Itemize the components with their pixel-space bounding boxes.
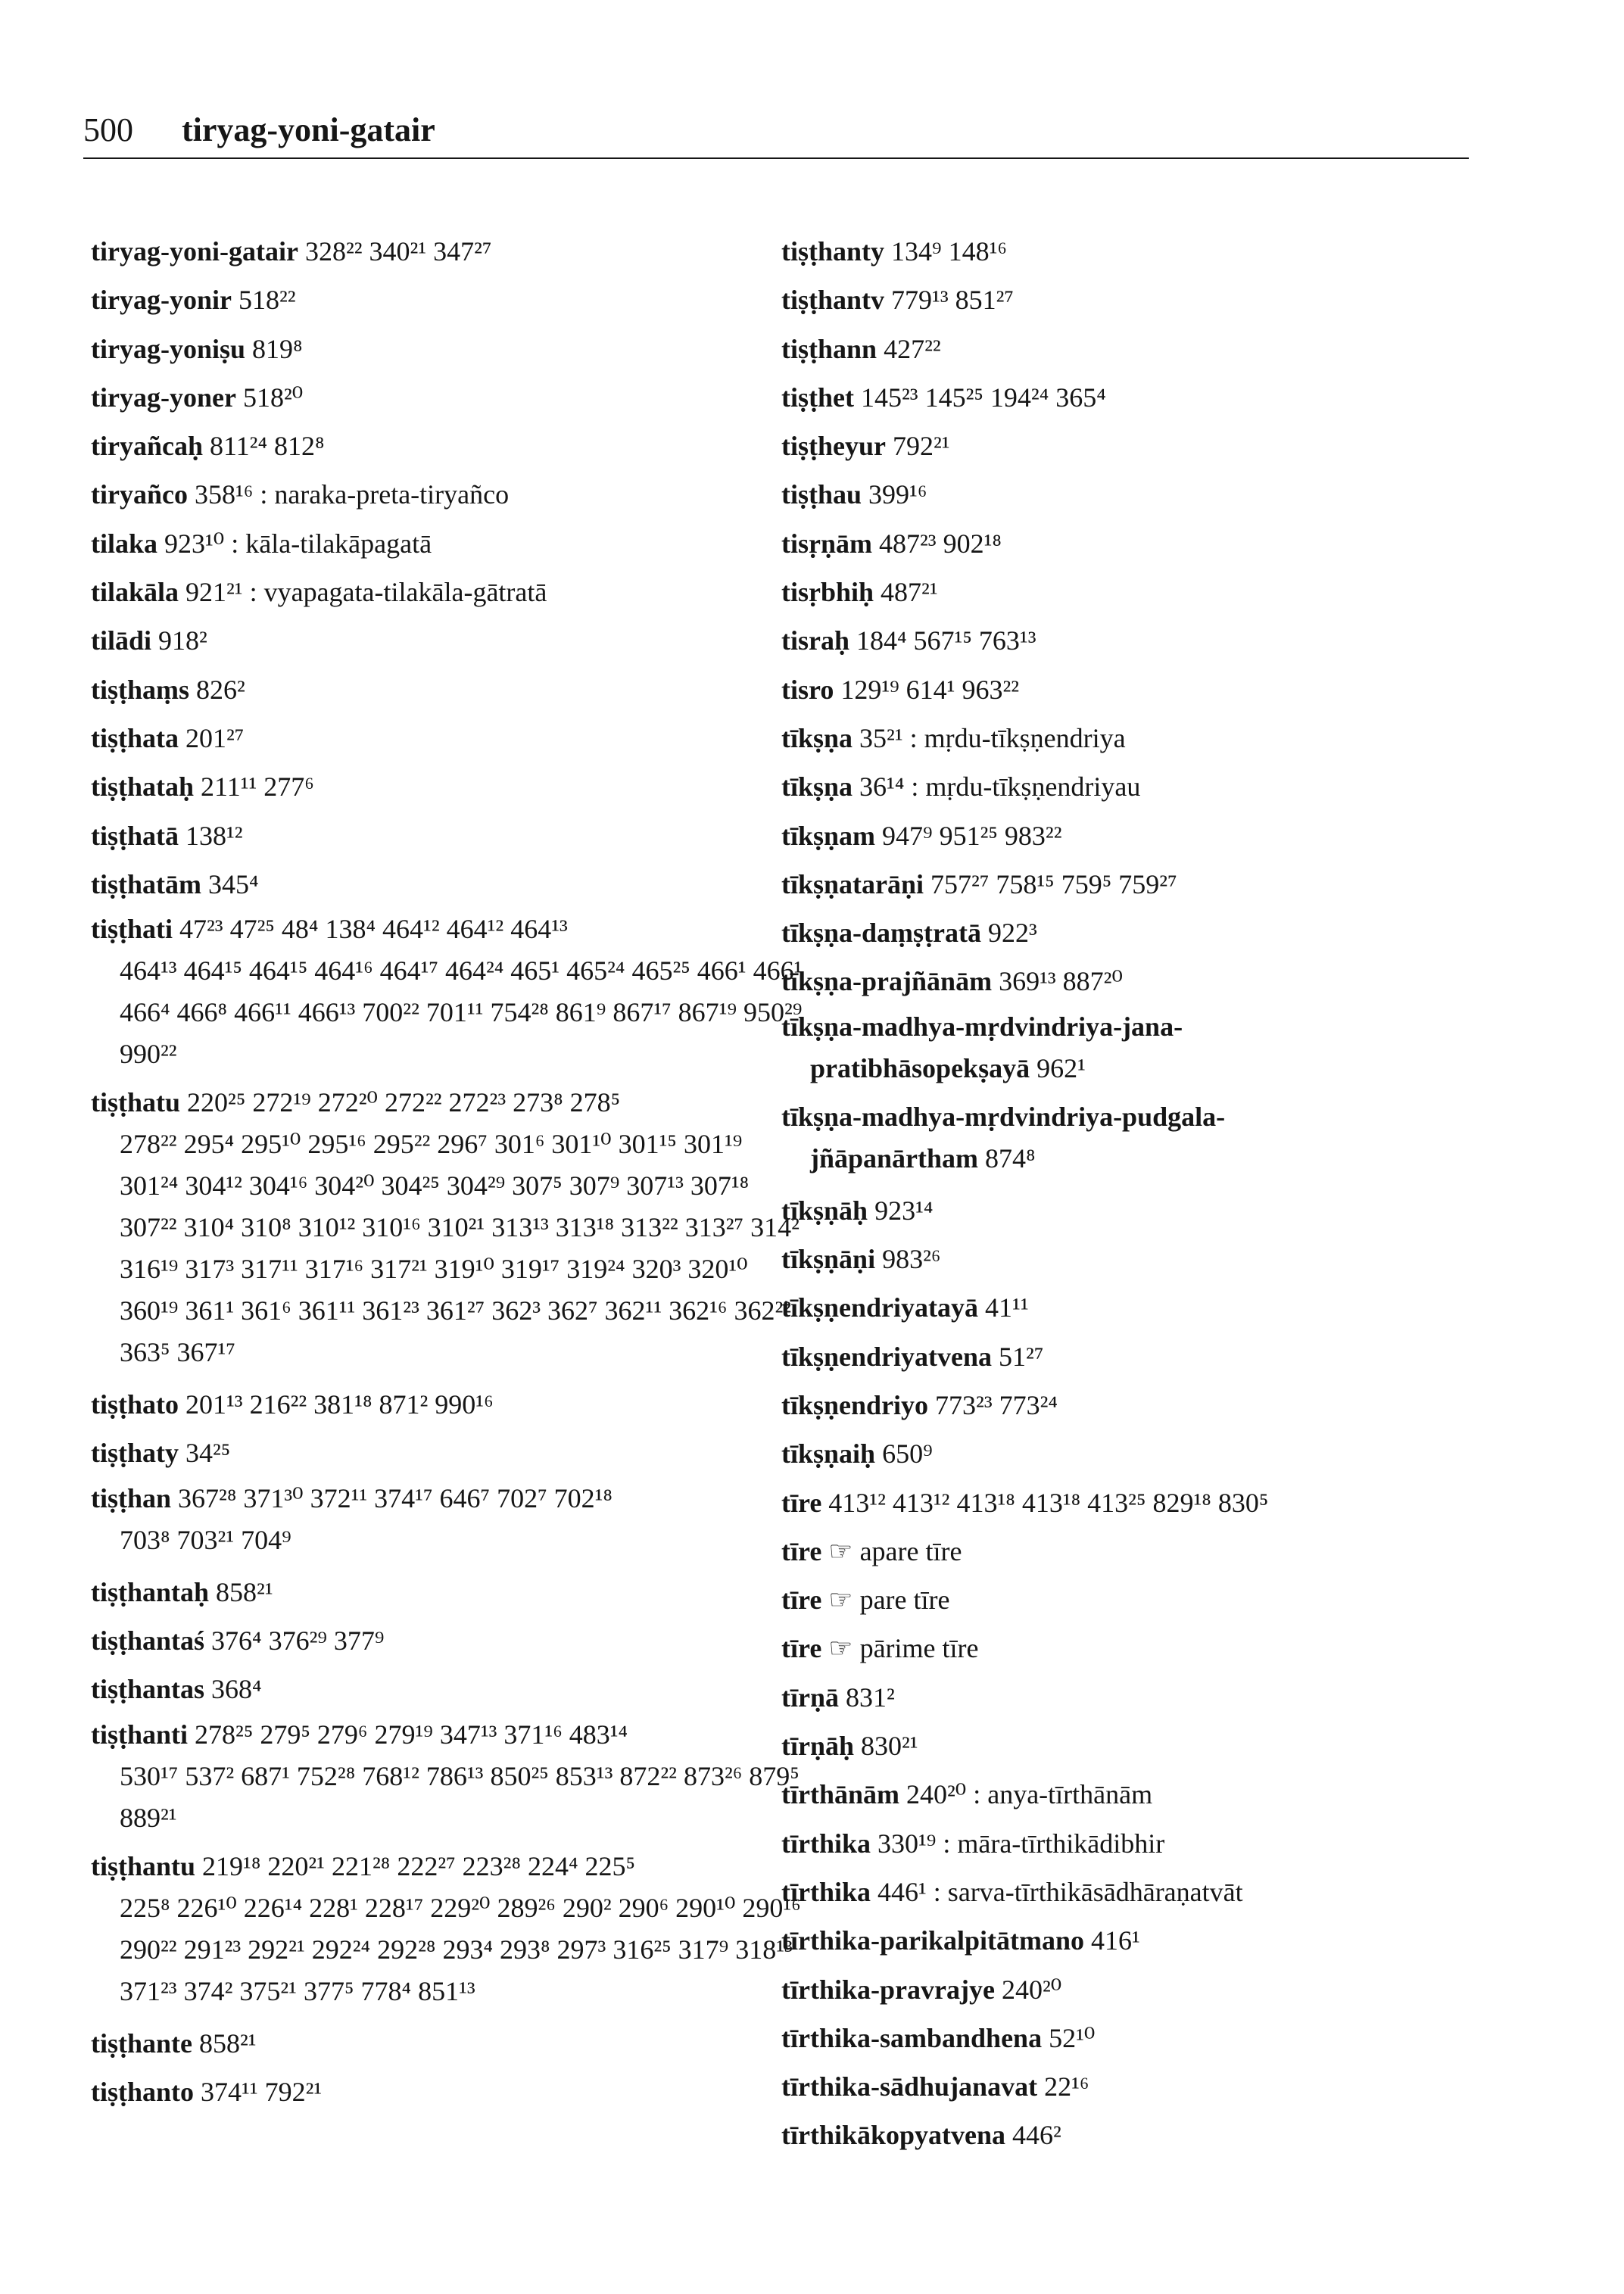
entry-headword: tīrthika-sādhujanavat [781, 2071, 1038, 2102]
entry-continuation-references: 464¹³ 464¹⁵ 464¹⁵ 464¹⁶ 464¹⁷ 464²⁴ 465¹ 465²⁴ 465²⁵ 466¹ 466¹ 466⁴ 466⁸ 466¹¹ 466¹³ 700²² 701¹¹ 754²⁸ 861⁹ 867¹⁷ 867¹⁹ 950²⁹ 990²² [120, 955, 803, 1070]
entry-headword: tīkṣṇa-prajñānām [781, 966, 993, 997]
entry-references: 376⁴ 376²⁹ 377⁹ [211, 1625, 385, 1657]
entry-headword: tīkṣṇāṇi [781, 1244, 876, 1275]
index-entry [91, 1846, 803, 2019]
entry-headword: tiryag-yonir [91, 285, 232, 316]
entry-references: 134⁹ 148¹⁶ [891, 236, 1007, 266]
entry-headword: tiṣṭhatām [91, 868, 201, 899]
index-entry [91, 568, 803, 616]
index-entry [781, 616, 1463, 665]
entry-headword: tīre [781, 1585, 822, 1616]
page-header [83, 103, 1469, 159]
entry-headword: tīkṣṇa [781, 722, 853, 753]
entry-references: 413¹² 413¹² 413¹⁸ 413¹⁸ 413²⁵ 829¹⁸ 830⁵ [828, 1487, 1269, 1518]
entry-headword: tīrthika-parikalpitātmano [781, 1925, 1085, 1956]
index-entry [781, 1965, 1463, 2014]
entry-headword: tīkṣṇendriyatayā [781, 1292, 979, 1323]
index-entry [91, 2068, 803, 2116]
index-entry [781, 1429, 1463, 1478]
entry-headword: tiṣṭhanty [781, 236, 885, 266]
entry-headword: tīkṣṇaiḥ [781, 1438, 876, 1470]
entry-references: 368⁴ [211, 1674, 262, 1705]
entry-headword: tiṣṭhatā [91, 820, 179, 851]
entry-references: 35²¹ : mṛdu-tīkṣṇendriya [859, 722, 1126, 753]
entry-continuation [781, 1048, 1463, 1089]
index-entry [91, 519, 803, 568]
index-column-right [781, 227, 1463, 2160]
entry-references: 811²⁴ 812⁸ [210, 431, 325, 462]
entry-headword: tīrthikākopyatvena [781, 2120, 1006, 2151]
entry-headword: tiṣṭhati [91, 914, 173, 945]
entry-headword: tiṣṭhantv [781, 285, 885, 316]
index-entry [91, 762, 803, 811]
index-entry [781, 1235, 1463, 1283]
entry-continuation-references: 703⁸ 703²¹ 704⁹ [120, 1524, 291, 1555]
entry-references: 773²³ 773²⁴ [935, 1389, 1058, 1420]
index-entry [781, 227, 1463, 276]
entry-headword: tīkṣṇa-madhya-mṛdvindriya-pudgala- [781, 1101, 1226, 1132]
entry-references: 369¹³ 887²⁰ [999, 966, 1123, 997]
entry-headword: tiṣṭhato [91, 1389, 179, 1420]
entry-headword: tīkṣṇam [781, 820, 876, 851]
entry-headword: tiryañco [91, 479, 188, 510]
entry-headword: tīre [781, 1535, 822, 1566]
entry-headword: tīrṇā [781, 1682, 839, 1713]
index-entry [781, 1624, 1463, 1672]
entry-references: 278²⁵ 279⁵ 279⁶ 279¹⁹ 347¹³ 371¹⁶ 483¹⁴ [195, 1719, 628, 1750]
entry-headword: tiṣṭhante [91, 2028, 192, 2059]
entry-headword: tiryag-yoni-gatair [91, 236, 298, 266]
index-entry [781, 1819, 1463, 1868]
index-entry [781, 1479, 1463, 1527]
index-entry [781, 470, 1463, 519]
entry-references: 918² [158, 625, 207, 656]
index-entry [781, 373, 1463, 422]
entry-references: 211¹¹ 277⁶ [201, 771, 314, 803]
index-entry [91, 812, 803, 860]
entry-continuation-references: 874⁸ [985, 1142, 1036, 1173]
index-entry [91, 1568, 803, 1616]
index-entry [91, 422, 803, 470]
entry-headword: tiṣṭhan [91, 1482, 172, 1513]
entry-headword: tiṣṭhet [781, 382, 854, 413]
entry-headword: tisṛbhiḥ [781, 577, 874, 608]
entry-references: 921²¹ : vyapagata-tilakāla-gātratā [185, 577, 547, 608]
entry-headword-continuation: pratibhāsopekṣayā [810, 1052, 1030, 1083]
entry-continuation-references: 225⁸ 226¹⁰ 226¹⁴ 228¹ 228¹⁷ 229²⁰ 289²⁶ 290² 290⁶ 290¹⁰ 290¹⁶ 290²² 291²³ 292²¹ 292²⁴ 292²⁸ 293⁴ 293⁸ 297³ 316²⁵ 317⁹ 318¹³ 371²³ 374² 375²¹ 377⁵ 778⁴ 851¹³ [120, 1892, 801, 2006]
entry-continuation [781, 1138, 1463, 1180]
entry-continuation-references: 530¹⁷ 537² 687¹ 752²⁸ 768¹² 786¹³ 850²⁵ 853¹³ 872²² 873²⁶ 879⁵ 889²¹ [120, 1760, 800, 1833]
entry-references: 34²⁵ [185, 1438, 231, 1469]
entry-references: 345⁴ [208, 868, 259, 899]
entry-references: 201¹³ 216²² 381¹⁸ 871² 990¹⁶ [185, 1389, 494, 1420]
index-entry [781, 2111, 1463, 2159]
entry-headword: tiṣṭhanti [91, 1719, 189, 1750]
entry-references: 201²⁷ [185, 722, 245, 753]
entry-continuation [91, 950, 803, 1075]
entry-headword: tilakāla [91, 577, 179, 608]
index-entry [781, 1186, 1463, 1235]
entry-references: 830²¹ [861, 1731, 918, 1762]
entry-references: 446¹ : sarva-tīrthikāsādhāraṇatvāt [877, 1876, 1243, 1907]
entry-references: 427²² [884, 333, 941, 364]
index-entry [781, 909, 1463, 957]
index-entry [91, 2019, 803, 2068]
index-entry [781, 276, 1463, 324]
index-entry [781, 519, 1463, 568]
entry-headword: tiṣṭhaṃs [91, 674, 190, 705]
entry-headword: tīkṣṇendriyatvena [781, 1341, 993, 1372]
entry-references: 858²¹ [199, 2028, 257, 2059]
entry-references: 138¹² [185, 820, 243, 851]
entry-headword: tīkṣṇa [781, 771, 853, 803]
index-entry [781, 1722, 1463, 1770]
entry-references: 399¹⁶ [868, 479, 927, 510]
index-entry [91, 909, 803, 1082]
index-entry [781, 1673, 1463, 1722]
entry-headword: tīrthānām [781, 1779, 899, 1810]
entry-references: 650⁹ [882, 1438, 933, 1470]
entry-headword-continuation: jñāpanārtham [810, 1142, 979, 1173]
entry-headword: tiryañcaḥ [91, 431, 203, 462]
index-entry [781, 1916, 1463, 1965]
entry-references: 923¹⁴ [874, 1195, 934, 1226]
entry-references: 220²⁵ 272¹⁹ 272²⁰ 272²² 272²³ 273⁸ 278⁵ [187, 1087, 621, 1118]
entry-references: 52¹⁰ [1049, 2022, 1096, 2053]
entry-headword: tiṣṭhata [91, 722, 179, 753]
entry-references: 983²⁶ [882, 1244, 941, 1275]
index-entry [91, 1429, 803, 1477]
entry-references: 47²³ 47²⁵ 48⁴ 138⁴ 464¹² 464¹² 464¹³ [179, 914, 568, 945]
entry-references: ☞ apare tīre [828, 1535, 962, 1566]
entry-headword: tiryag-yoner [91, 382, 236, 413]
index-entry [91, 1380, 803, 1429]
entry-references: 374¹¹ 792²¹ [201, 2076, 323, 2107]
index-entry [781, 860, 1463, 909]
entry-continuation [91, 1124, 803, 1373]
entry-headword: tilādi [91, 625, 152, 656]
entry-headword: tiryag-yoniṣu [91, 333, 246, 364]
entry-references: 328²² 340²¹ 347²⁷ [304, 236, 492, 266]
index-entry [91, 1478, 803, 1568]
entry-headword: tisro [781, 674, 834, 705]
entry-headword: tīkṣṇa-madhya-mṛdvindriya-jana- [781, 1011, 1183, 1042]
entry-headword: tīrthika [781, 1828, 871, 1859]
entry-headword: tīrthika [781, 1876, 871, 1907]
entry-references: 219¹⁸ 220²¹ 221²⁸ 222²⁷ 223²⁸ 224⁴ 225⁵ [202, 1850, 636, 1881]
index-entry [91, 227, 803, 276]
index-entry [91, 276, 803, 324]
entry-headword: tiṣṭhantaḥ [91, 1576, 210, 1607]
entry-references: 240²⁰ [1001, 1974, 1062, 2005]
page-number: 500 [83, 111, 133, 148]
entry-references: 819⁸ [252, 333, 303, 364]
entry-references: 330¹⁹ : māra-tīrthikādibhir [877, 1828, 1165, 1859]
index-entry [781, 422, 1463, 470]
index-entry [91, 470, 803, 519]
entry-continuation-references: 962¹ [1036, 1052, 1086, 1083]
index-entry [91, 1082, 803, 1380]
entry-headword: tiṣṭhantaś [91, 1625, 205, 1657]
entry-references: 858²¹ [216, 1576, 273, 1607]
entry-references: 487²¹ [881, 577, 938, 608]
entry-headword: tīrṇāḥ [781, 1731, 855, 1762]
entry-references: 358¹⁶ : naraka-preta-tiryañco [194, 479, 510, 510]
entry-references: 792²¹ [893, 431, 950, 462]
index-entry [781, 1576, 1463, 1624]
entry-references: 446² [1012, 2120, 1061, 2151]
running-title: tiryag-yoni-gatair [182, 111, 435, 148]
entry-headword: tiṣṭhatu [91, 1087, 181, 1118]
entry-headword: tiṣṭheyur [781, 431, 886, 462]
entry-references: 922³ [988, 918, 1037, 949]
entry-continuation [91, 1519, 803, 1561]
index-entry [91, 373, 803, 422]
entry-headword: tīre [781, 1487, 822, 1518]
index-entry [91, 325, 803, 373]
entry-headword: tiṣṭhataḥ [91, 771, 195, 803]
index-entry [781, 2014, 1463, 2062]
entry-headword: tīkṣṇāḥ [781, 1195, 868, 1226]
entry-references: 416¹ [1091, 1925, 1140, 1956]
entry-headword: tīrthika-pravrajye [781, 1974, 995, 2005]
entry-headword: tīre [781, 1633, 822, 1664]
entry-headword: tiṣṭhanto [91, 2076, 195, 2107]
entry-continuation [91, 1756, 803, 1839]
index-entry [781, 1006, 1463, 1096]
entry-headword: tiṣṭhantas [91, 1674, 205, 1705]
entry-references: 240²⁰ : anya-tīrthānām [906, 1779, 1153, 1810]
index-entry [781, 1527, 1463, 1576]
entry-headword: tiṣṭhann [781, 333, 877, 364]
entry-references: 487²³ 902¹⁸ [879, 528, 1002, 559]
entry-references: 22¹⁶ [1044, 2071, 1089, 2102]
index-entry [91, 1665, 803, 1713]
entry-references: 826² [196, 674, 245, 705]
entry-headword: tīkṣṇa-daṃṣṭratā [781, 918, 982, 949]
index-entry [781, 665, 1463, 714]
entry-headword: tilaka [91, 528, 158, 559]
index-entry [91, 860, 803, 909]
index-entry [781, 762, 1463, 811]
index-column-left [91, 227, 803, 2116]
index-entry [781, 568, 1463, 616]
entry-headword: tīkṣṇatarāṇi [781, 868, 924, 899]
entry-references: 367²⁸ 371³⁰ 372¹¹ 374¹⁷ 646⁷ 702⁷ 702¹⁸ [178, 1482, 613, 1513]
index-entry [781, 1332, 1463, 1381]
entry-references: 145²³ 145²⁵ 194²⁴ 365⁴ [860, 382, 1106, 413]
entry-references: 184⁴ 567¹⁵ 763¹³ [856, 625, 1036, 656]
entry-references: 831² [846, 1682, 895, 1713]
entry-headword: tīrthika-sambandhena [781, 2022, 1043, 2053]
entry-headword: tisraḥ [781, 625, 849, 656]
index-entry [781, 714, 1463, 762]
index-entry [781, 1283, 1463, 1332]
entry-continuation [91, 1887, 803, 2012]
index-entry [91, 714, 803, 762]
entry-headword: tīkṣṇendriyo [781, 1389, 929, 1420]
entry-references: ☞ pārime tīre [828, 1633, 979, 1664]
entry-references: 779¹³ 851²⁷ [891, 285, 1014, 316]
entry-headword: tiṣṭhau [781, 479, 862, 510]
entry-references: 41¹¹ [985, 1292, 1029, 1323]
entry-references: 923¹⁰ : kāla-tilakāpagatā [164, 528, 432, 559]
index-entry [781, 1868, 1463, 1916]
entry-references: 757²⁷ 758¹⁵ 759⁵ 759²⁷ [930, 868, 1177, 899]
entry-references: 36¹⁴ : mṛdu-tīkṣṇendriyau [859, 771, 1141, 803]
entry-references: 947⁹ 951²⁵ 983²² [882, 820, 1062, 851]
index-entry [781, 2062, 1463, 2111]
entry-continuation-references: 278²² 295⁴ 295¹⁰ 295¹⁶ 295²² 296⁷ 301⁶ 301¹⁰ 301¹⁵ 301¹⁹ 301²⁴ 304¹² 304¹⁶ 304²⁰ 304²⁵ 304²⁹ 307⁵ 307⁹ 307¹³ 307¹⁸ 307²² 310⁴ 310⁸ 310¹² 310¹⁶ 310²¹ 313¹³ 313¹⁸ 313²² 313²⁷ 314² 316¹⁹ 317³ 317¹¹ 317¹⁶ 317²¹ 319¹⁰ 319¹⁷ 319²⁴ 320³ 320¹⁰ 360¹⁹ 361¹ 361⁶ 361¹¹ 361²³ 361²⁷ 362³ 362⁷ 362¹¹ 362¹⁶ 362²² 363⁵ 367¹⁷ [120, 1129, 800, 1368]
entry-references: 518²² [238, 285, 296, 316]
index-entry [781, 1096, 1463, 1186]
index-entry [91, 616, 803, 665]
index-entry [781, 812, 1463, 860]
entry-headword: tisṛṇām [781, 528, 872, 559]
index-entry [781, 1381, 1463, 1429]
entry-headword: tiṣṭhaty [91, 1438, 179, 1469]
entry-references: 129¹⁹ 614¹ 963²² [840, 674, 1020, 705]
entry-references: 51²⁷ [999, 1341, 1044, 1372]
index-entry [91, 665, 803, 714]
entry-references: 518²⁰ [242, 382, 304, 413]
entry-references: ☞ pare tīre [828, 1585, 950, 1616]
index-entry [91, 1616, 803, 1665]
index-entry [91, 1714, 803, 1846]
index-entry [781, 957, 1463, 1005]
index-entry [781, 1770, 1463, 1819]
index-entry [781, 325, 1463, 373]
entry-headword: tiṣṭhantu [91, 1850, 196, 1881]
